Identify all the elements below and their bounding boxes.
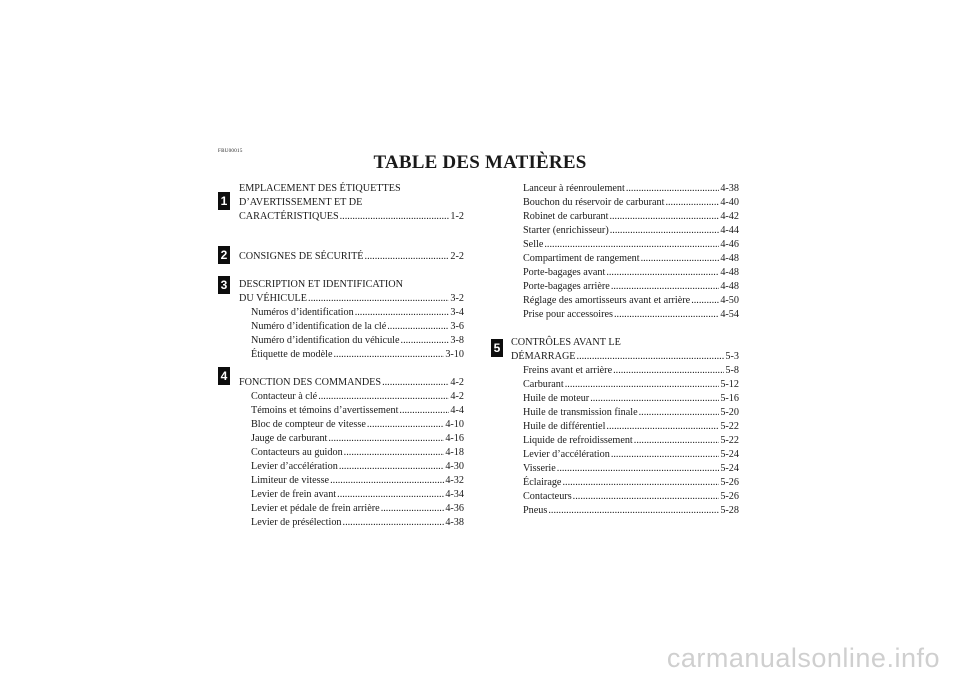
dot-leader	[399, 404, 449, 418]
toc-entry-page: 4-48	[720, 253, 739, 264]
dot-leader	[365, 250, 450, 264]
dot-leader	[609, 210, 719, 224]
toc-entry[interactable]	[511, 364, 739, 378]
toc-entry[interactable]	[511, 280, 739, 294]
toc-chapter-entry[interactable]	[511, 350, 739, 364]
toc-entry-page: 4-36	[445, 503, 464, 514]
toc-section	[239, 250, 464, 264]
chapter-tab-2: 2	[218, 246, 230, 264]
toc-chapter-entry[interactable]	[239, 376, 464, 390]
toc-entry-title: Freins avant et arrière	[523, 365, 613, 376]
toc-entry[interactable]	[239, 460, 464, 474]
toc-entry-title: Contacteurs	[523, 491, 572, 502]
toc-entry-page: 4-40	[720, 197, 739, 208]
toc-entry[interactable]	[239, 488, 464, 502]
toc-entry-title: Numéro d’identification du véhicule	[251, 335, 400, 346]
dot-leader	[611, 448, 719, 462]
toc-entry-title: CONSIGNES DE SÉCURITÉ	[239, 251, 364, 262]
toc-section	[239, 278, 464, 362]
toc-continued	[511, 182, 739, 322]
dot-leader	[573, 490, 720, 504]
toc-entry-title: Huile de moteur	[523, 393, 590, 404]
page-title: TABLE DES MATIÈRES	[373, 152, 587, 173]
dot-leader	[614, 308, 719, 322]
dot-leader	[330, 474, 444, 488]
toc-chapter-entry[interactable]	[239, 210, 464, 224]
toc-entry[interactable]	[239, 348, 464, 362]
toc-entry[interactable]	[239, 432, 464, 446]
toc-entry-page: 4-10	[445, 419, 464, 430]
toc-entry-title: Liquide de refroidissement	[523, 435, 633, 446]
toc-entry-title: Contacteurs au guidon	[251, 447, 343, 458]
chapter-tab-1: 1	[218, 192, 230, 210]
toc-entry-title: Bouchon du réservoir de carburant	[523, 197, 665, 208]
toc-entry[interactable]	[511, 406, 739, 420]
toc-entry[interactable]	[239, 502, 464, 516]
toc-entry-page: 4-2	[450, 377, 464, 388]
dot-leader	[340, 210, 450, 224]
toc-entry-page: 3-8	[450, 335, 464, 346]
toc-entry[interactable]	[239, 446, 464, 460]
dot-leader	[308, 292, 449, 306]
watermark: carmanualsonline.info	[666, 643, 940, 673]
toc-section	[239, 376, 464, 530]
dot-leader	[610, 224, 720, 238]
dot-leader	[387, 320, 449, 334]
chapter-tab-5: 5	[491, 339, 503, 357]
toc-entry-page: 5-20	[720, 407, 739, 418]
toc-entry[interactable]	[511, 196, 739, 210]
toc-entry[interactable]	[511, 462, 739, 476]
toc-entry-title: Levier et pédale de frein arrière	[251, 503, 380, 514]
dot-leader	[626, 182, 719, 196]
toc-entry-title: Numéros d’identification	[251, 307, 354, 318]
toc-entry-page: 2-2	[450, 251, 464, 262]
toc-entry[interactable]	[239, 418, 464, 432]
toc-entry-page: 4-44	[720, 225, 739, 236]
toc-entry[interactable]	[511, 504, 739, 518]
toc-entry-page: 4-18	[445, 447, 464, 458]
toc-entry[interactable]	[511, 182, 739, 196]
toc-entry-page: 3-6	[450, 321, 464, 332]
toc-entry[interactable]	[511, 392, 739, 406]
toc-entry[interactable]	[239, 306, 464, 320]
toc-entry-title: Levier d’accélération	[251, 461, 338, 472]
toc-entry-title: Jauge de carburant	[251, 433, 328, 444]
toc-entry-title: Robinet de carburant	[523, 211, 609, 222]
toc-entry[interactable]	[511, 294, 739, 308]
toc-entry-page: 4-32	[445, 475, 464, 486]
toc-entry-page: 4-38	[720, 183, 739, 194]
chapter-tab-3: 3	[218, 276, 230, 294]
dot-leader	[382, 376, 449, 390]
dot-leader	[562, 476, 719, 490]
dot-leader	[565, 378, 720, 392]
dot-leader	[401, 334, 450, 348]
toc-entry-page: 5-12	[720, 379, 739, 390]
toc-entry-title: Porte-bagages avant	[523, 267, 606, 278]
toc-entry-title: Selle	[523, 239, 544, 250]
toc-entry-page: 5-24	[720, 449, 739, 460]
toc-entry-page: 4-50	[720, 295, 739, 306]
toc-entry-title: Porte-bagages arrière	[523, 281, 610, 292]
dot-leader	[691, 294, 719, 308]
section-heading-line: DESCRIPTION ET IDENTIFICATION	[239, 279, 403, 290]
toc-entry[interactable]	[511, 308, 739, 322]
toc-entry[interactable]	[511, 490, 739, 504]
toc-entry-title: Starter (enrichisseur)	[523, 225, 609, 236]
toc-entry-page: 5-24	[720, 463, 739, 474]
toc-entry-page: 5-16	[720, 393, 739, 404]
toc-entry-title: FONCTION DES COMMANDES	[239, 377, 382, 388]
toc-entry-page: 5-26	[720, 491, 739, 502]
dot-leader	[337, 488, 444, 502]
toc-section	[511, 336, 739, 518]
toc-entry-page: 4-54	[720, 309, 739, 320]
toc-chapter-entry[interactable]	[239, 250, 464, 264]
toc-entry-title: CARACTÉRISTIQUES	[239, 211, 339, 222]
toc-entry-page: 5-3	[725, 351, 739, 362]
dot-leader	[343, 516, 445, 530]
toc-entry-title: Numéro d’identification de la clé	[251, 321, 387, 332]
toc-entry-page: 4-38	[445, 517, 464, 528]
toc-entry-title: Levier de présélection	[251, 517, 342, 528]
dot-leader	[557, 462, 720, 476]
toc-entry[interactable]	[239, 516, 464, 530]
section-heading-line: D’AVERTISSEMENT ET DE	[239, 197, 363, 208]
toc-entry-title: Étiquette de modèle	[251, 349, 333, 360]
toc-entry[interactable]	[239, 474, 464, 488]
toc-entry-title: Compartiment de rangement	[523, 253, 640, 264]
dot-leader	[344, 446, 445, 460]
toc-entry-page: 4-2	[450, 391, 464, 402]
toc-entry[interactable]	[511, 378, 739, 392]
toc-entry[interactable]	[239, 390, 464, 404]
dot-leader	[665, 196, 719, 210]
toc-entry[interactable]	[511, 476, 739, 490]
section-heading-line: EMPLACEMENT DES ÉTIQUETTES	[239, 183, 401, 194]
toc-entry-page: 4-48	[720, 281, 739, 292]
dot-leader	[634, 434, 720, 448]
dot-leader	[606, 266, 719, 280]
toc-entry-page: 4-16	[445, 433, 464, 444]
dot-leader	[611, 280, 719, 294]
dot-leader	[318, 390, 449, 404]
toc-entry[interactable]	[239, 334, 464, 348]
chapter-tab-4: 4	[218, 367, 230, 385]
toc-entry-title: Huile de différentiel	[523, 421, 606, 432]
toc-entry-page: 3-4	[450, 307, 464, 318]
toc-entry-title: Levier de frein avant	[251, 489, 337, 500]
toc-entry[interactable]	[511, 434, 739, 448]
toc-entry-title: Bloc de compteur de vitesse	[251, 419, 366, 430]
toc-entry-title: Pneus	[523, 505, 548, 516]
dot-leader	[328, 432, 444, 446]
dot-leader	[641, 252, 720, 266]
dot-leader	[333, 348, 444, 362]
toc-entry-page: 5-26	[720, 477, 739, 488]
toc-entry-page: 4-48	[720, 267, 739, 278]
dot-leader	[544, 238, 719, 252]
toc-left-column	[239, 182, 464, 530]
toc-entry-page: 4-34	[445, 489, 464, 500]
toc-entry-title: Lanceur à réenroulement	[523, 183, 625, 194]
toc-entry-title: Limiteur de vitesse	[251, 475, 330, 486]
toc-entry-page: 3-2	[450, 293, 464, 304]
dot-leader	[339, 460, 444, 474]
dot-leader	[355, 306, 450, 320]
toc-entry-title: Huile de transmission finale	[523, 407, 638, 418]
toc-entry-page: 5-22	[720, 435, 739, 446]
dot-leader	[381, 502, 445, 516]
toc-entry[interactable]	[239, 320, 464, 334]
toc-entry-title: Levier d’accélération	[523, 449, 610, 460]
dot-leader	[613, 364, 724, 378]
toc-entry[interactable]	[511, 252, 739, 266]
toc-entry-title: DÉMARRAGE	[511, 351, 576, 362]
toc-section	[239, 182, 464, 224]
dot-leader	[548, 504, 719, 518]
dot-leader	[606, 420, 719, 434]
doc-code: FBU00015	[218, 149, 243, 154]
toc-entry-title: Visserie	[523, 463, 556, 474]
section-heading-line: CONTRÔLES AVANT LE	[511, 337, 621, 348]
toc-entry-title: Contacteur à clé	[251, 391, 318, 402]
dot-leader	[590, 392, 719, 406]
toc-entry[interactable]	[511, 238, 739, 252]
toc-entry[interactable]	[511, 448, 739, 462]
toc-entry-title: Carburant	[523, 379, 564, 390]
toc-entry[interactable]	[511, 266, 739, 280]
toc-entry-title: Prise pour accessoires	[523, 309, 613, 320]
toc-entry-title: DU VÉHICULE	[239, 293, 308, 304]
toc-chapter-entry[interactable]	[239, 292, 464, 306]
toc-entry-title: Réglage des amortisseurs avant et arrière	[523, 295, 691, 306]
toc-entry-page: 4-46	[720, 239, 739, 250]
toc-entry-page: 5-22	[720, 421, 739, 432]
dot-leader	[639, 406, 720, 420]
toc-entry-page: 3-10	[445, 349, 464, 360]
dot-leader	[367, 418, 444, 432]
toc-entry-page: 4-42	[720, 211, 739, 222]
toc-entry-page: 5-8	[725, 365, 739, 376]
toc-entry-page: 4-4	[450, 405, 464, 416]
toc-entry[interactable]	[511, 210, 739, 224]
toc-entry-title: Éclairage	[523, 477, 562, 488]
dot-leader	[577, 350, 725, 364]
toc-entry-title: Témoins et témoins d’avertissement	[251, 405, 399, 416]
toc-entry[interactable]	[511, 224, 739, 238]
toc-entry-page: 4-30	[445, 461, 464, 472]
toc-entry-page: 5-28	[720, 505, 739, 516]
toc-right-column	[511, 182, 739, 518]
toc-entry-page: 1-2	[450, 211, 464, 222]
toc-entry[interactable]	[511, 420, 739, 434]
toc-entry[interactable]	[239, 404, 464, 418]
